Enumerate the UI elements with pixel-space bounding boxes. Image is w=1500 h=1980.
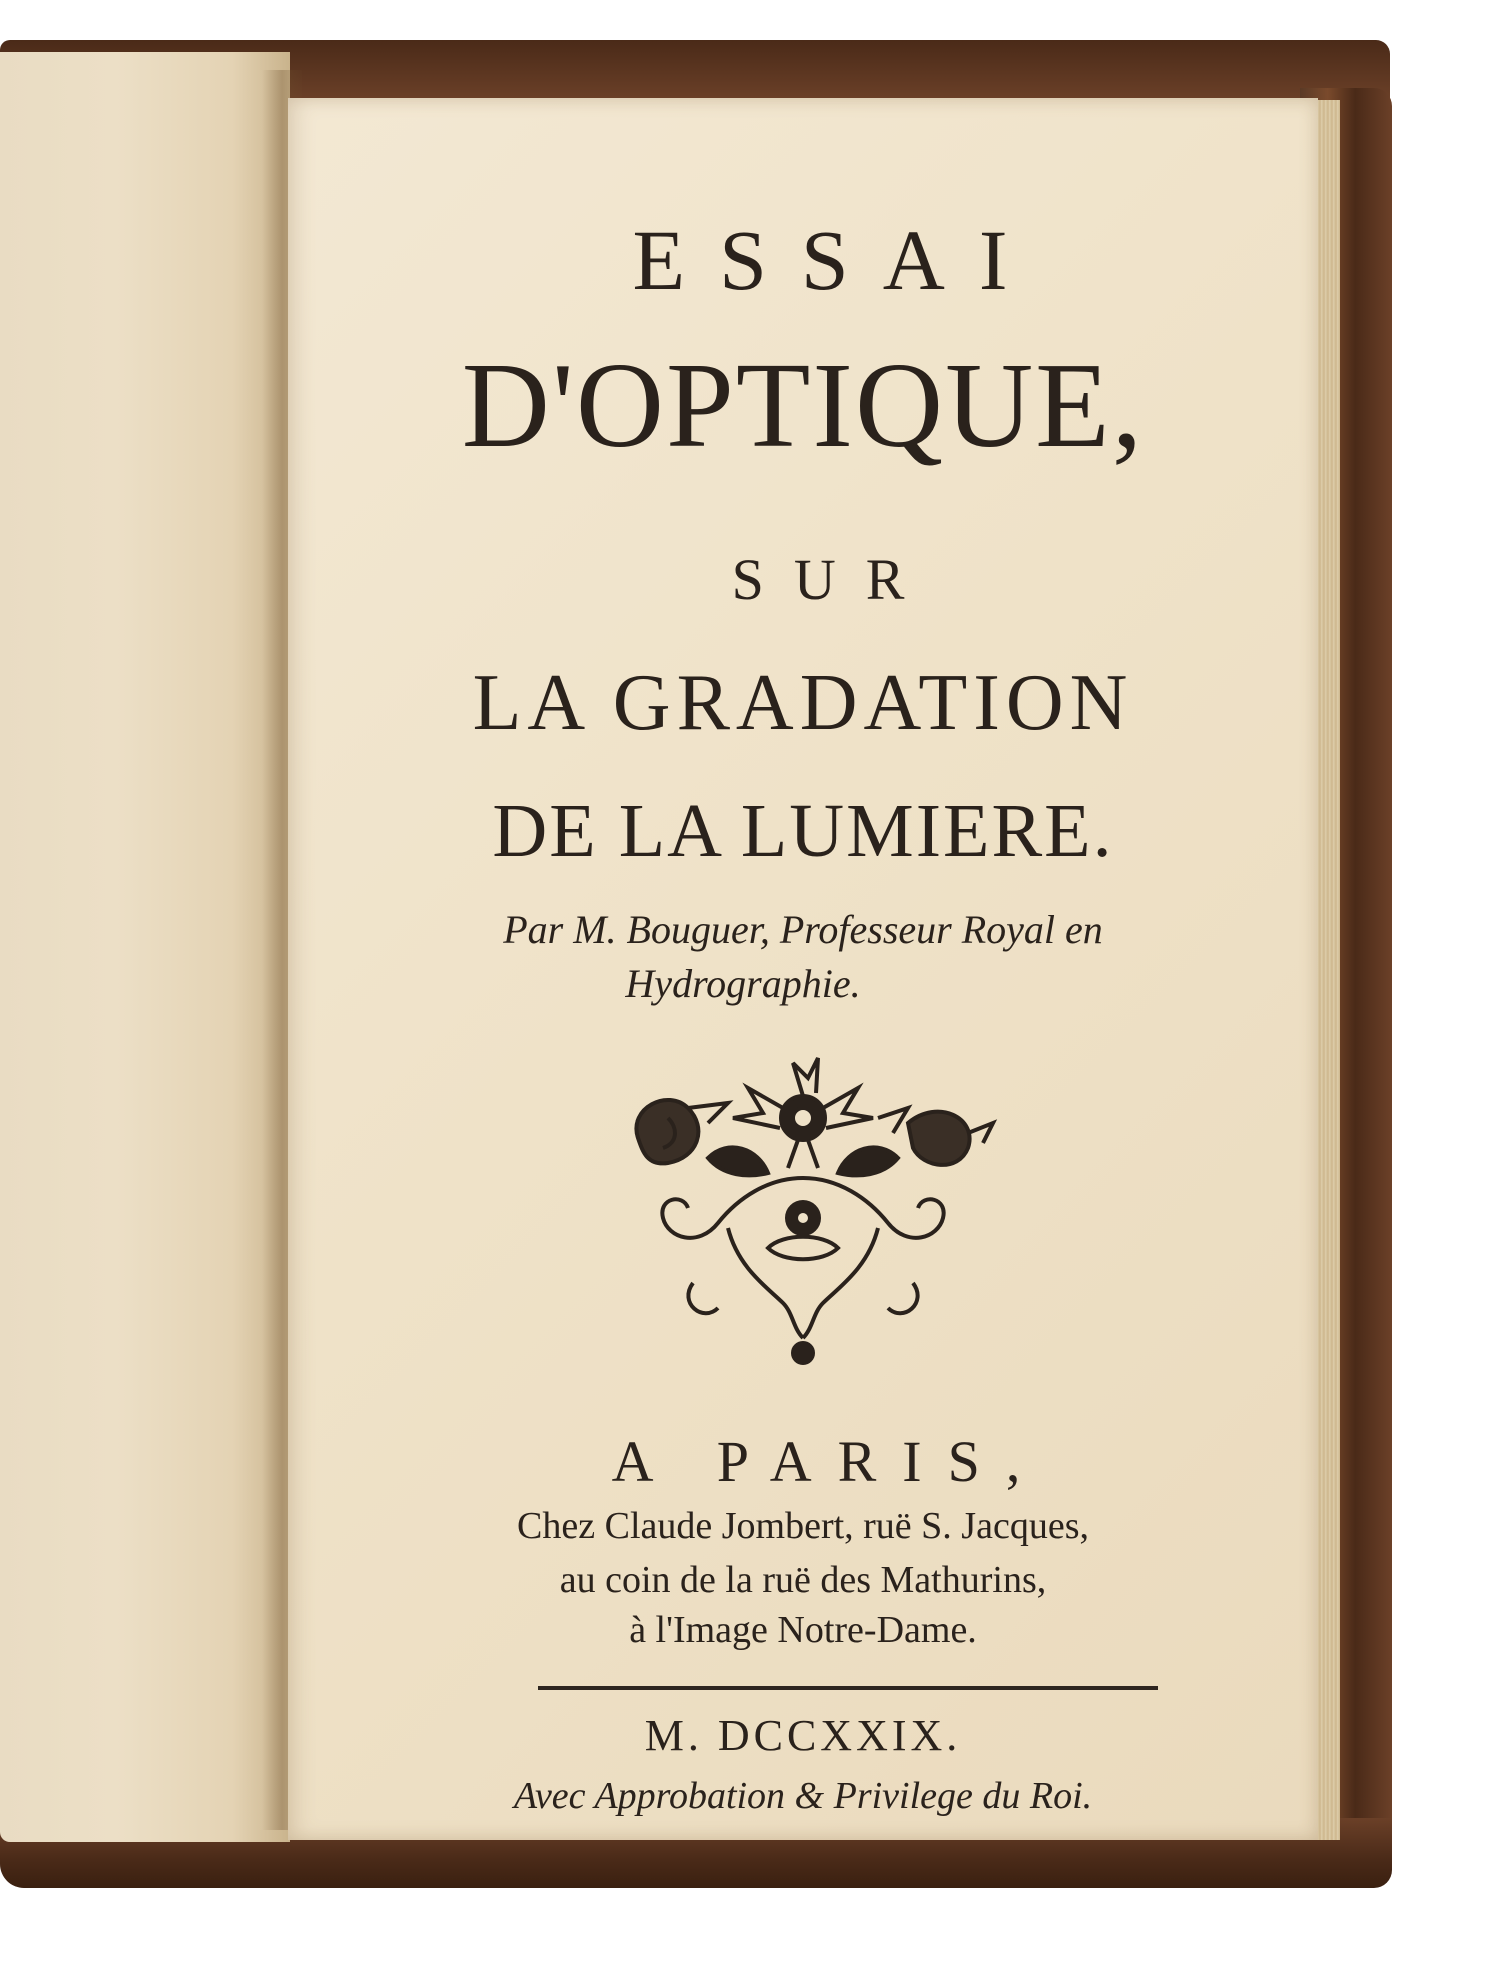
title-doptique: D'OPTIQUE,: [461, 338, 1145, 473]
imprint-place: A PARIS,: [611, 1429, 1047, 1494]
title-essai: ESSAI: [632, 212, 1042, 308]
publisher-line-3: à l'Image Notre-Dame.: [629, 1609, 977, 1651]
title-lumiere: DE LA LUMIERE.: [492, 789, 1114, 873]
author-line-2: Hydrographie.: [625, 961, 861, 1006]
publisher-line-1: Chez Claude Jombert, ruë S. Jacques,: [517, 1505, 1089, 1547]
left-page: [0, 52, 290, 1842]
title-sur: SUR: [731, 547, 935, 612]
publisher-line-2: au coin de la ruë des Mathurins,: [559, 1559, 1047, 1601]
privilege-line: Avec Approbation & Privilege du Roi.: [513, 1775, 1093, 1817]
floral-vignette-icon: [608, 1048, 998, 1368]
horizontal-rule: [538, 1686, 1158, 1690]
author-line-1: Par M. Bouguer, Professeur Royal en: [503, 907, 1103, 952]
title-page: [288, 98, 1318, 1840]
title-gradation: LA GRADATION: [472, 659, 1134, 747]
imprint-year: M. DCCXXIX.: [644, 1711, 962, 1760]
